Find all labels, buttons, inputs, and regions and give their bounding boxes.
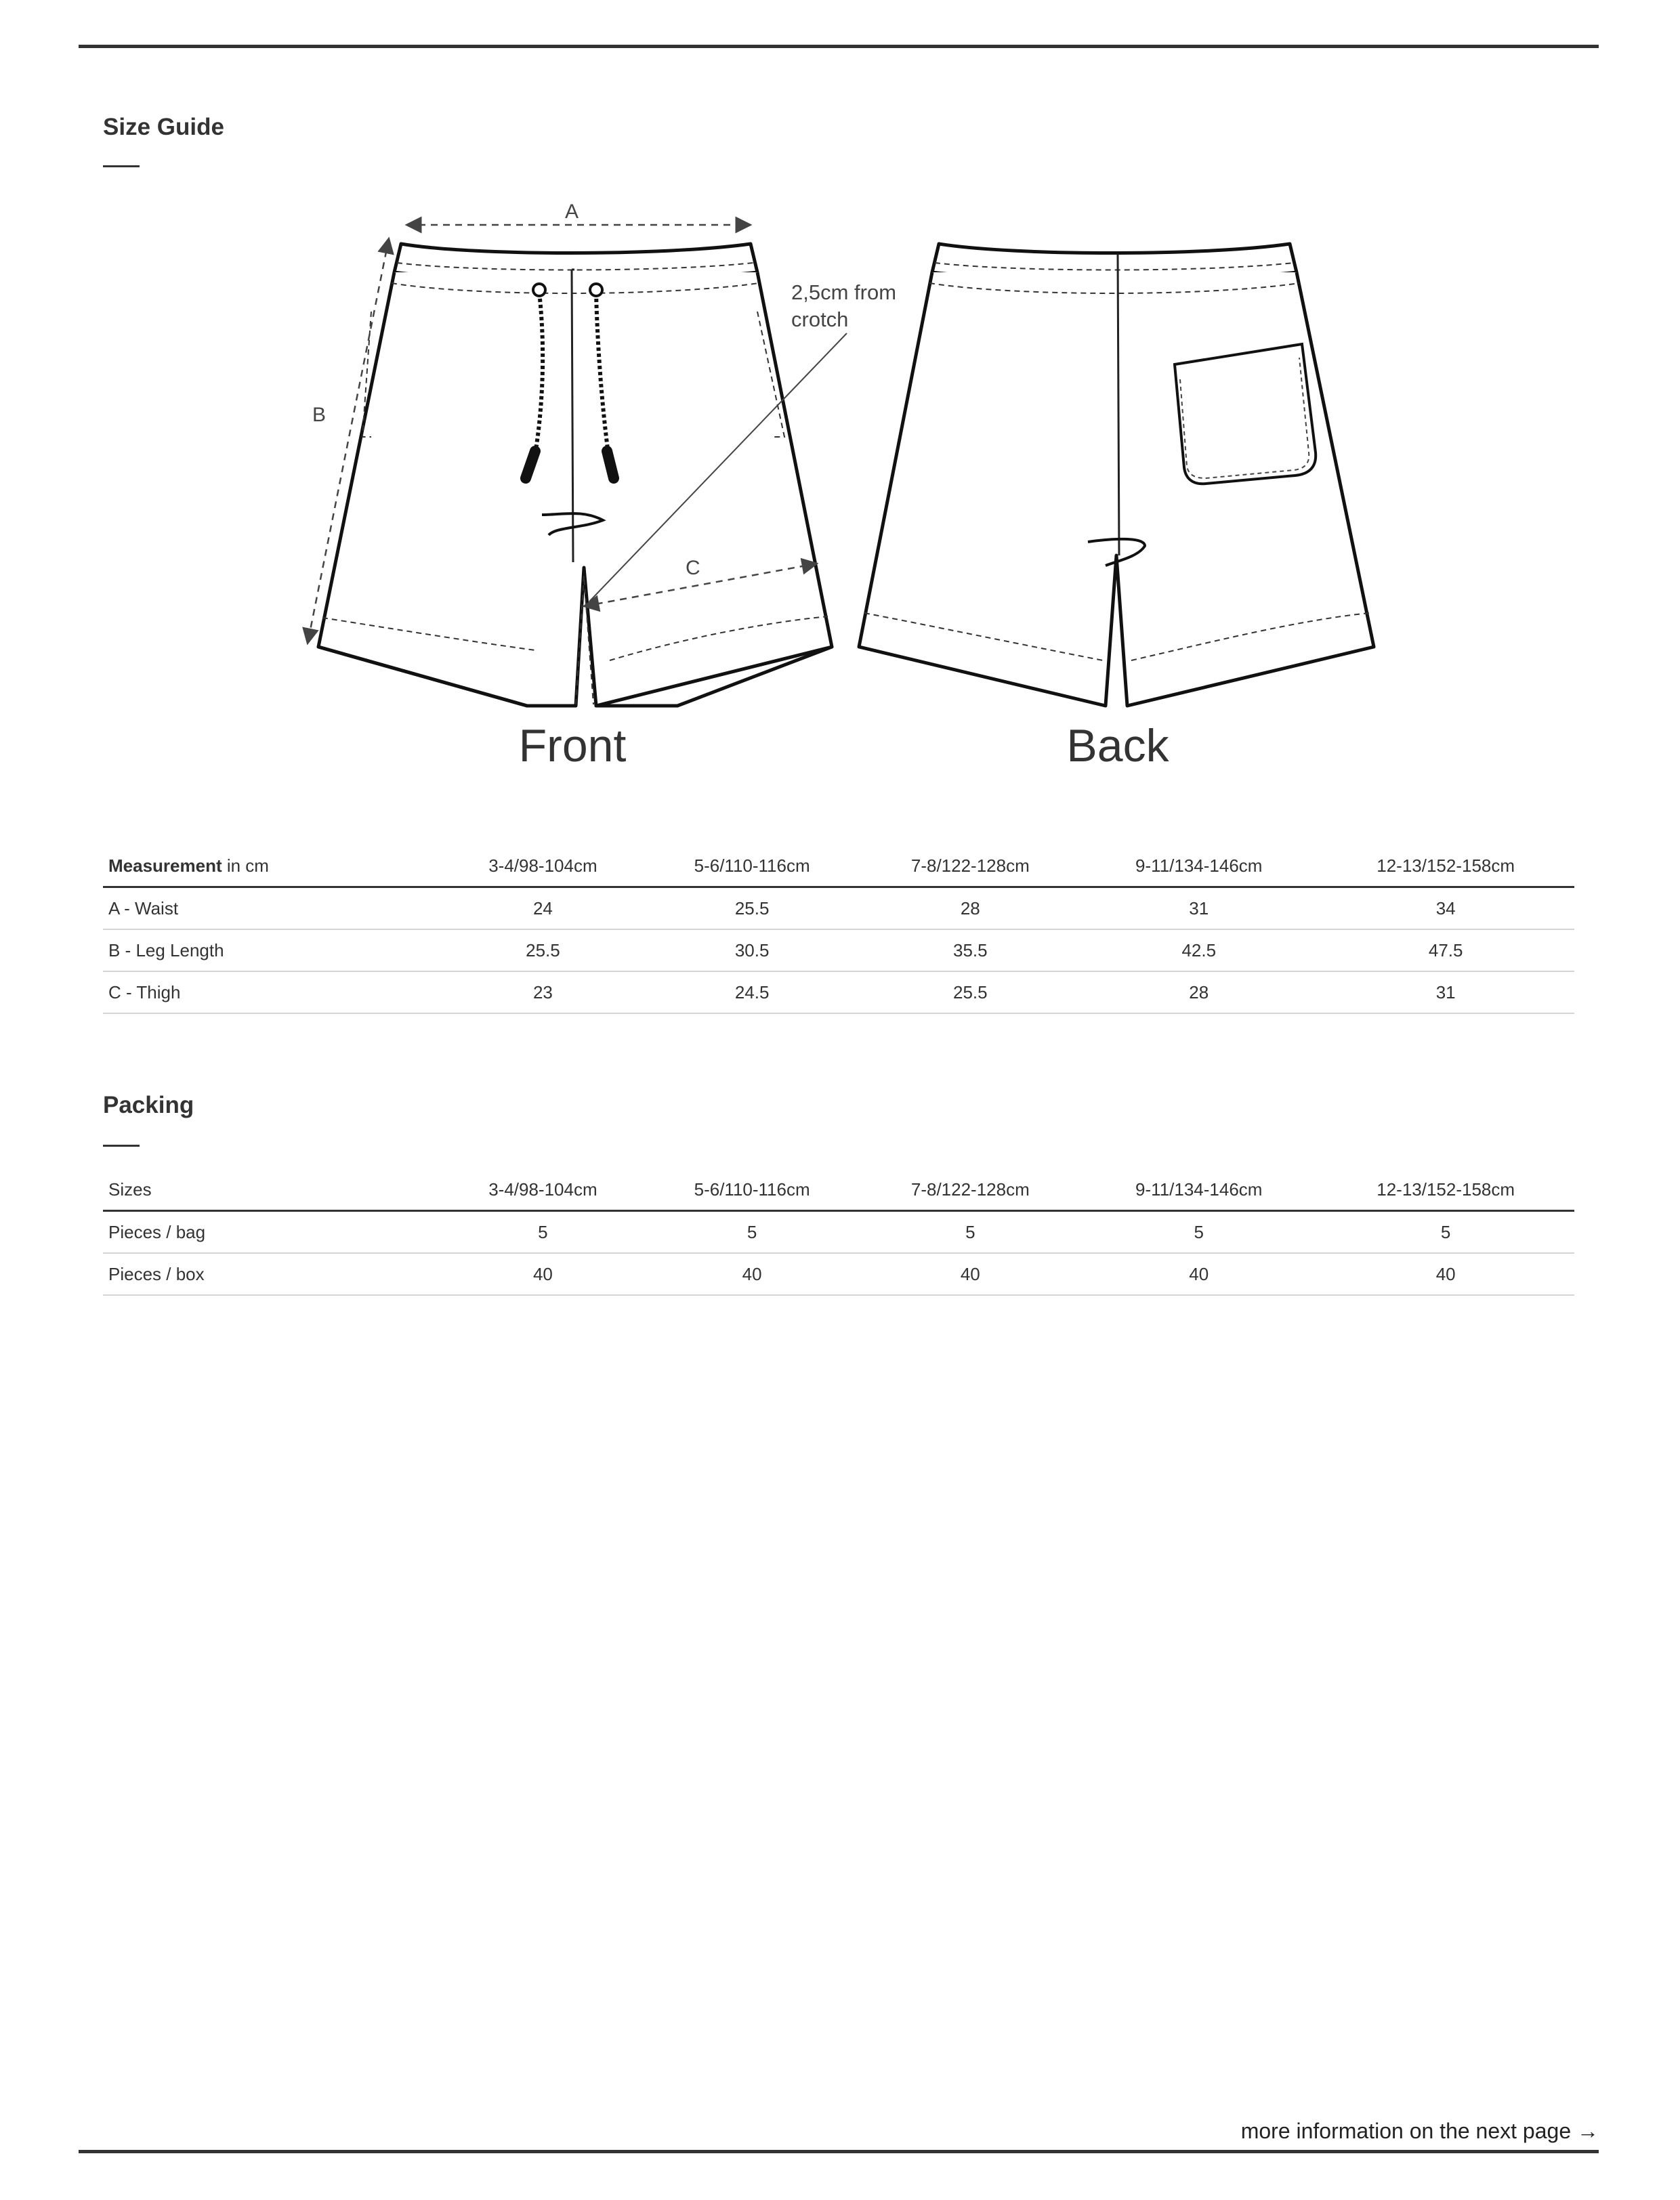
next-page-link[interactable]: more information on the next page →: [1240, 2119, 1599, 2143]
measurement-header-bold: Measurement: [108, 855, 222, 876]
packing-title: Packing: [103, 1092, 194, 1118]
table-row: [103, 1253, 1574, 1295]
measurement-header-cell: [103, 845, 442, 887]
size-header: 5-6/110-116cm: [644, 845, 860, 887]
table-cell: 42.5: [1080, 929, 1317, 971]
measurement-header-row: [103, 845, 1574, 887]
row-label: Pieces / box: [103, 1253, 442, 1295]
table-cell: 31: [1080, 887, 1317, 930]
table-cell: 34: [1317, 887, 1574, 930]
measurement-table: [103, 845, 1574, 1014]
eyelet-left: [533, 284, 545, 296]
packing-header-row: [103, 1169, 1574, 1211]
crotch-note-line-2: crotch: [791, 308, 849, 331]
table-cell: 47.5: [1317, 929, 1574, 971]
size-header: 9-11/134-146cm: [1080, 1169, 1317, 1211]
table-cell: 40: [442, 1253, 644, 1295]
back-center-seam: [1118, 254, 1119, 555]
table-cell: 28: [860, 887, 1080, 930]
size-header: 9-11/134-146cm: [1080, 845, 1317, 887]
size-guide-title: Size Guide: [103, 114, 224, 140]
table-cell: 23: [442, 971, 644, 1013]
dimension-b-label: B: [312, 404, 327, 426]
table-row: [103, 929, 1574, 971]
eyelet-right: [590, 284, 602, 296]
size-header: 3-4/98-104cm: [442, 1169, 644, 1211]
table-cell: 30.5: [644, 929, 860, 971]
back-caption: Back: [1066, 720, 1169, 771]
table-cell: 25.5: [644, 887, 860, 930]
front-caption: Front: [518, 720, 627, 771]
table-cell: 25.5: [442, 929, 644, 971]
crotch-note: [791, 279, 896, 333]
bottom-rule: [79, 2150, 1599, 2153]
back-pocket: [1175, 344, 1316, 484]
table-cell: 40: [1080, 1253, 1317, 1295]
size-header: 7-8/122-128cm: [860, 845, 1080, 887]
table-row: [103, 887, 1574, 930]
packing-header-cell: Sizes: [103, 1169, 442, 1211]
size-header: 3-4/98-104cm: [442, 845, 644, 887]
front-shorts-drawing: [318, 244, 832, 706]
table-cell: 31: [1317, 971, 1574, 1013]
packing-table: [103, 1169, 1574, 1296]
table-cell: 24: [442, 887, 644, 930]
size-header: 12-13/152-158cm: [1317, 845, 1574, 887]
table-row: [103, 971, 1574, 1013]
table-cell: 5: [442, 1211, 644, 1254]
table-cell: 5: [644, 1211, 860, 1254]
size-header: 12-13/152-158cm: [1317, 1169, 1574, 1211]
table-cell: 24.5: [644, 971, 860, 1013]
table-cell: 40: [644, 1253, 860, 1295]
table-cell: 5: [1080, 1211, 1317, 1254]
row-label: B - Leg Length: [103, 929, 442, 971]
row-label: Pieces / bag: [103, 1211, 442, 1254]
table-cell: 40: [1317, 1253, 1574, 1295]
shorts-technical-drawing: [0, 0, 1680, 779]
table-cell: 28: [1080, 971, 1317, 1013]
size-header: 5-6/110-116cm: [644, 1169, 860, 1211]
row-label: C - Thigh: [103, 971, 442, 1013]
table-cell: 40: [860, 1253, 1080, 1295]
dimension-a-label: A: [565, 200, 579, 223]
table-cell: 25.5: [860, 971, 1080, 1013]
table-row: [103, 1211, 1574, 1254]
table-cell: 5: [860, 1211, 1080, 1254]
size-header: 7-8/122-128cm: [860, 1169, 1080, 1211]
aglet-right: [607, 451, 614, 478]
row-label: A - Waist: [103, 887, 442, 930]
dimension-c-label: C: [686, 557, 700, 579]
table-cell: 35.5: [860, 929, 1080, 971]
crotch-note-line-1: 2,5cm from: [791, 280, 897, 304]
packing-title-underline: [103, 1145, 140, 1147]
table-cell: 5: [1317, 1211, 1574, 1254]
measurement-header-unit: in cm: [222, 855, 269, 876]
